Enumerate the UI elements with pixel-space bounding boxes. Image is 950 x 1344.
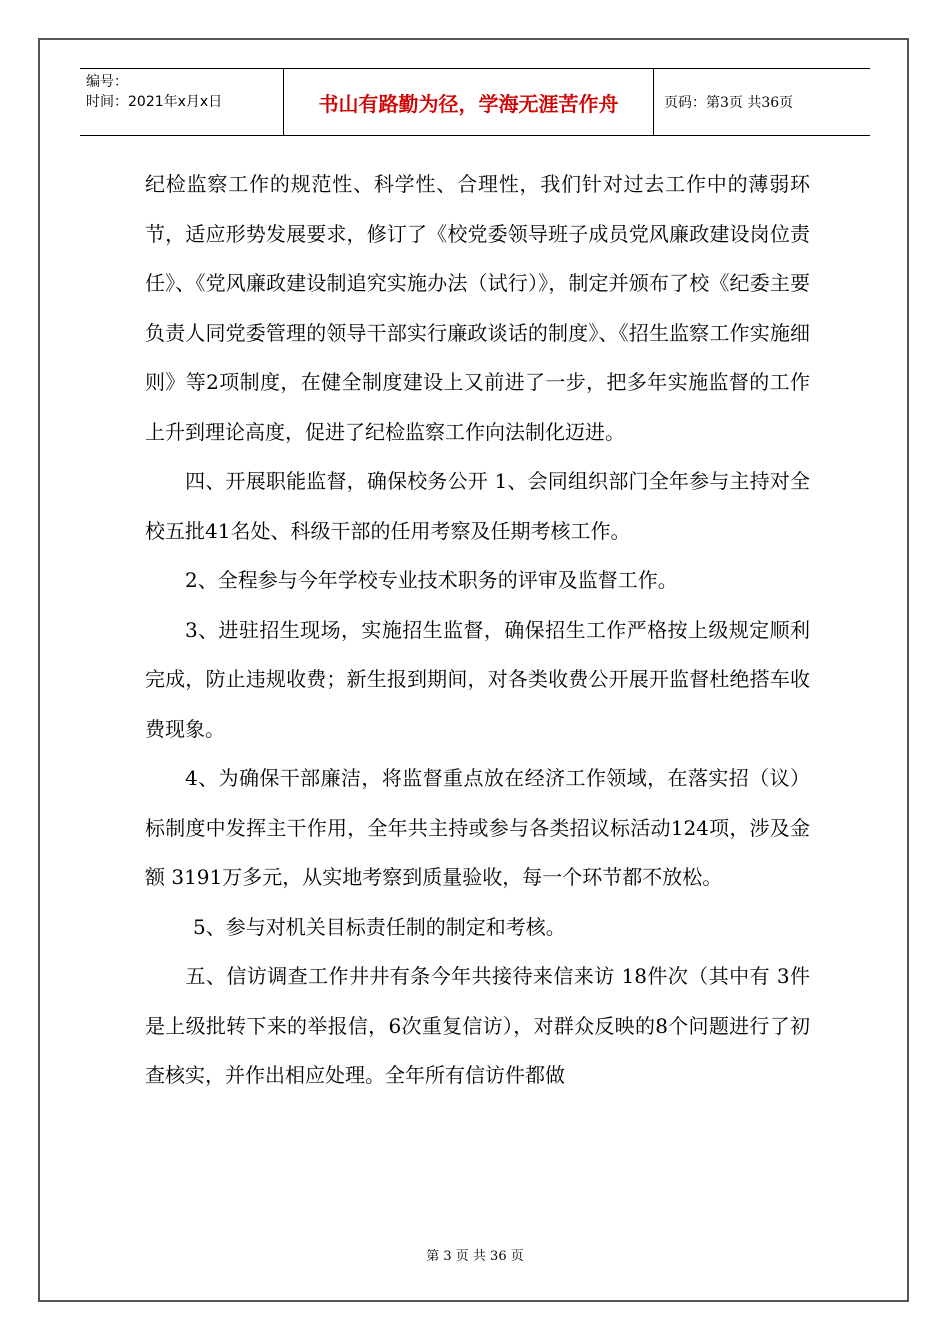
body-paragraph: 五、信访调查工作井井有条今年共接待来信来访 18件次（其中有 3件是上级批转下来的举报信，6次重复信访），对群众反映的8个问题进行了初查核实，并作出相应处理。全年所有信访件都做 [145, 964, 810, 1087]
header-meta [86, 72, 222, 112]
body-paragraph: 2、全程参与今年学校专业技术职务的评审及监督工作。 [185, 568, 678, 592]
document-time-label: 时间：2021年x月x日 [86, 94, 223, 110]
body-paragraph: 3、进驻招生现场，实施招生监督，确保招生工作严格按上级规定顺利完成，防止违规收费；新生报到期间，对各类收费公开展开监督杜绝搭车收费现象。 [145, 617, 810, 741]
page-footer: 第 3 页 共 36 页 [426, 1249, 524, 1264]
document-body [145, 160, 810, 1101]
body-paragraph: 纪检监察工作的规范性、科学性、合理性，我们针对过去工作中的薄弱环节，适应形势发展要求，修订了《校党委领导班子成员党风廉政建设岗位责任》、《党风廉政建设制追究实施办法（试行）》，制定并颁布了校《纪委主要负责人同党委管理的领导干部实行廉政谈话的制度》、《招生监察工作实施细则》等2项制度，在健全制度建设上又前进了一步，把多年实施监督的工作上升到理论高度，促进了纪检监察工作向法制化迈进。 [145, 172, 810, 444]
page-header [80, 68, 870, 136]
header-motto: 书山有路勤为径，学海无涯苦作舟 [318, 91, 619, 116]
body-paragraph: 四、开展职能监督，确保校务公开 1、会同组织部门全年参与主持对全校五批41名处、科级干部的任用考察及任期考核工作。 [145, 469, 810, 543]
body-paragraph: 4、为确保干部廉洁，将监督重点放在经济工作领域，在落实招（议）标制度中发挥主干作用，全年共主持或参与各类招议标活动124项，涉及金额 3191万多元，从实地考察到质量验收，每一个环节都不放松。 [145, 766, 810, 889]
header-page-info: 页码：第3页 共36页 [664, 95, 794, 111]
body-paragraph: 5、参与对机关目标责任制的制定和考核。 [193, 914, 566, 939]
document-number-label: 编号： [86, 74, 128, 90]
